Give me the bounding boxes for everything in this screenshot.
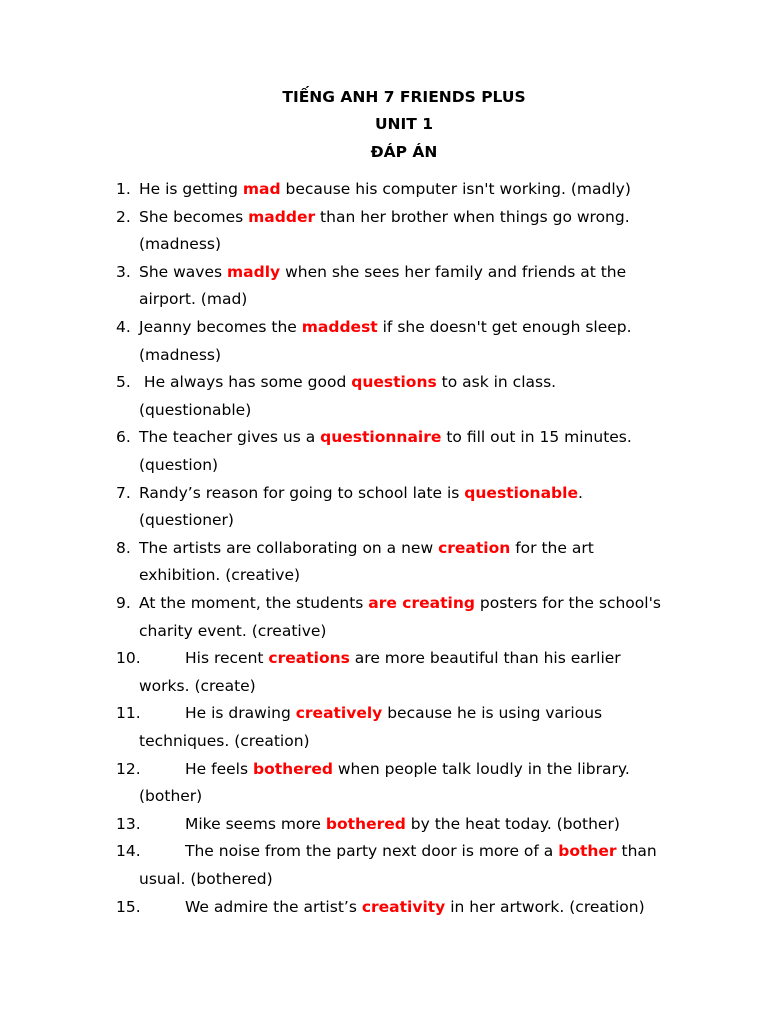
sentence-text: He always has some good (139, 373, 352, 392)
item-sentence (139, 480, 714, 535)
answer-word: creativity (361, 897, 446, 916)
sentence-text: than (616, 842, 657, 861)
document-title: TIẾNG ANH 7 FRIENDS PLUS (282, 88, 526, 106)
sentence-line (139, 673, 714, 701)
item-sentence (139, 314, 714, 369)
sentence-text: by the heat today. (bother) (405, 814, 620, 833)
answer-word: creatively (295, 704, 383, 723)
answer-word: bothered (252, 759, 333, 778)
sentence-line (139, 452, 714, 480)
item-sentence (139, 700, 714, 755)
item-sentence (139, 645, 714, 700)
answer-word: madder (248, 207, 316, 226)
sentence-text: (madness) (139, 235, 222, 254)
sentence-line (139, 397, 714, 425)
sentence-line (139, 811, 714, 839)
item-number: 13. (116, 814, 141, 833)
sentence-line (139, 342, 714, 370)
answer-word: madly (227, 262, 281, 281)
answer-word: are creating (368, 594, 475, 612)
sentence-text: when people talk loudly in the library. (332, 759, 630, 778)
sentence-text: because his computer isn't working. (madly) (280, 180, 631, 198)
answer-word: mad (242, 180, 281, 198)
sentence-line (139, 369, 714, 397)
sentence-text: Mike seems more (185, 814, 326, 833)
sentence-line (139, 314, 714, 342)
sentence-text: for the art (510, 538, 594, 557)
item-sentence (139, 535, 714, 590)
sentence-line (139, 783, 714, 811)
item-number: 11. (116, 704, 141, 723)
item-number: 12. (116, 759, 141, 778)
sentence-line (139, 728, 714, 756)
sentence-text: (questionable) (139, 400, 252, 419)
answer-word: bother (558, 842, 617, 861)
sentence-line (139, 756, 714, 784)
sentence-text: At the moment, the students (139, 594, 369, 612)
sentence-line (139, 480, 714, 508)
sentence-text: He is getting (139, 180, 243, 198)
sentence-text: We admire the artist’s (185, 897, 362, 916)
sentence-text: in her artwork. (creation) (445, 897, 645, 916)
sentence-text: Randy’s reason for going to school late is (139, 483, 465, 502)
sentence-line (139, 204, 714, 232)
item-number: 5. (116, 373, 131, 392)
sentence-text: The artists are collaborating on a new (139, 538, 439, 557)
item-number: 7. (116, 483, 131, 502)
sentence-line (139, 618, 714, 646)
sentence-text: to fill out in 15 minutes. (441, 428, 632, 447)
answer-word: creations (268, 649, 350, 668)
answer-word: bothered (325, 814, 406, 833)
item-number: 3. (116, 262, 131, 281)
answer-word: creation (438, 538, 511, 557)
item-sentence (139, 756, 714, 811)
sentence-text: (bother) (139, 787, 203, 806)
sentence-line (139, 535, 714, 563)
sentence-text: His recent (185, 649, 269, 668)
item-sentence (139, 894, 714, 922)
sentence-text: The noise from the party next door is more of a (185, 842, 559, 861)
answer-word: questionable (464, 483, 578, 502)
sentence-text: (madness) (139, 345, 222, 364)
item-sentence (139, 204, 714, 259)
answer-word: maddest (301, 318, 378, 336)
sentence-line (139, 507, 714, 535)
sentence-text: . (577, 483, 583, 502)
sentence-line (139, 700, 714, 728)
sentence-line (139, 562, 714, 590)
item-sentence (139, 259, 714, 314)
item-sentence (139, 176, 714, 204)
item-number: 1. (116, 180, 131, 198)
sentence-text: She waves (139, 262, 228, 281)
item-sentence (139, 424, 714, 479)
sentence-text: airport. (mad) (139, 290, 248, 309)
sentence-text: to ask in class. (436, 373, 557, 392)
sentence-text: usual. (bothered) (139, 869, 273, 888)
item-number: 14. (116, 842, 141, 861)
sentence-line (139, 590, 714, 618)
item-number: 9. (116, 594, 131, 612)
sentence-text: posters for the school's (474, 594, 661, 612)
sentence-text: (questioner) (139, 511, 234, 530)
sentence-line (139, 286, 714, 314)
item-number: 8. (116, 538, 131, 557)
sentence-line (139, 176, 714, 204)
answer-key-heading: ĐÁP ÁN (370, 143, 438, 161)
item-sentence (139, 811, 714, 839)
item-sentence (139, 590, 714, 645)
sentence-line (139, 259, 714, 287)
sentence-text: charity event. (creative) (139, 621, 327, 640)
item-number: 15. (116, 897, 141, 916)
sentence-text: if she doesn't get enough sleep. (377, 318, 632, 336)
sentence-text: He is drawing (185, 704, 296, 723)
sentence-text: exhibition. (creative) (139, 566, 301, 585)
item-number: 4. (116, 318, 131, 336)
sentence-line (139, 231, 714, 259)
sentence-text: are more beautiful than his earlier (349, 649, 621, 668)
unit-heading: UNIT 1 (374, 115, 434, 133)
item-number: 2. (116, 207, 131, 226)
sentence-text: because he is using various (382, 704, 603, 723)
sentence-text: He feels (185, 759, 253, 778)
sentence-line (139, 838, 714, 866)
item-sentence (139, 369, 714, 424)
sentence-line (139, 645, 714, 673)
sentence-line (139, 424, 714, 452)
sentence-text: when she sees her family and friends at the (280, 262, 627, 281)
sentence-line (139, 866, 714, 894)
item-number: 10. (116, 649, 141, 668)
answer-word: questionnaire (320, 428, 442, 447)
answer-word: questions (351, 373, 437, 392)
sentence-text: than her brother when things go wrong. (315, 207, 630, 226)
sentence-text: works. (create) (139, 676, 256, 695)
sentence-text: Jeanny becomes the (139, 318, 302, 336)
item-number: 6. (116, 428, 131, 447)
sentence-text: techniques. (creation) (139, 731, 310, 750)
sentence-text: (question) (139, 455, 219, 474)
item-sentence (139, 838, 714, 893)
sentence-line (139, 894, 714, 922)
sentence-text: She becomes (139, 207, 249, 226)
sentence-text: The teacher gives us a (139, 428, 321, 447)
